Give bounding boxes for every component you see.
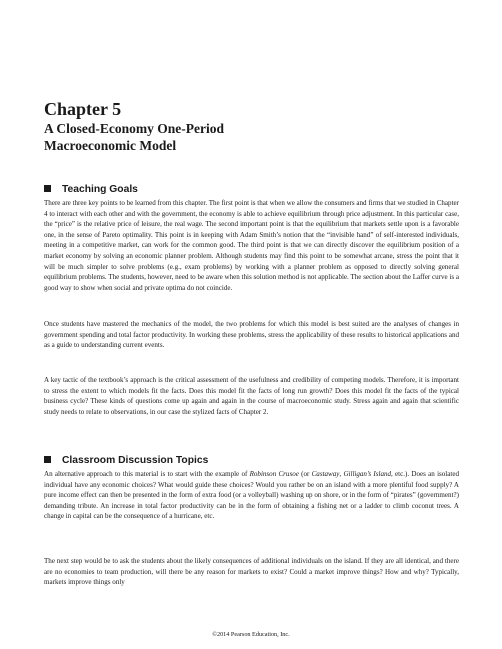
paragraph xyxy=(44,469,459,522)
chapter-subtitle-line-2: Macroeconomic Model xyxy=(44,137,177,153)
emphasis-text: Castaway xyxy=(311,470,340,478)
paragraph-text: , etc.). Does an isolated individual have any economic choices? What would guide these choices? Would you rather be on an island with a more plentiful food supply? A pure income effect can then be presented in the form of extra food (or a volleyball) washing up on shore, or in the form of “pirates” (government?) demanding tribute. An increase in total factor productivity can be in the form of obtaining a fishing net or a ladder to climb coconut trees. A change in capital can be the consequence of a hurricane, etc. xyxy=(44,470,459,521)
square-bullet-icon xyxy=(44,185,51,192)
emphasis-text: Robinson Crusoe xyxy=(249,470,299,478)
chapter-subtitle-line-1: A Closed-Economy One-Period xyxy=(44,121,224,136)
emphasis-text: Gilligan’s Island xyxy=(343,470,392,478)
section-heading-classroom-discussion-topics xyxy=(44,453,464,468)
section-heading-label: Classroom Discussion Topics xyxy=(62,455,209,466)
paragraph: The next step would be to ask the students about the likely consequences of additional individuals on the island. If they are all identical, and there are no economies to team production, will there be any reason for markets to exist? Could a market improve things? How and why? Typically, markets improve things only xyxy=(44,557,459,587)
chapter-subtitle xyxy=(44,121,464,154)
square-bullet-icon xyxy=(44,456,51,463)
paragraph-text: An alternative approach to this material is to start with the example of xyxy=(44,470,250,478)
section-heading-label: Teaching Goals xyxy=(62,184,138,195)
paragraph: There are three key points to be learned from this chapter. The first point is that when we allow the consumers and firms that we studied in Chapter 4 to interact with each other and with the government, the economy is able to achieve equilibrium through price adjustment. In this particular case, the “price” is the relative price of leisure, the real wage. The second important point is that the equilibrium that markets settle upon is a favorable one, in the sense of Pareto optimality. This point is in keeping with Adam Smith’s notion that the “invisible hand” of self-interested individuals, meeting in a competitive market, can work for the common good. The third point is that we can directly discover the equilibrium position of a market economy by solving an economic planner problem. Although students may find this point to be somewhat arcane, stress the point that it will be much simpler to solve problems (e.g., exam problems) by working with a planner problem as opposed to directly solving general equilibrium problems. The students, however, need to be aware when this solution method is not applicable. The section about the Laffer curve is a good way to show when social and private optima do not coincide. xyxy=(44,199,459,292)
section-heading-teaching-goals xyxy=(44,182,464,197)
paragraph: Once students have mastered the mechanics of the model, the two problems for which this model is best suited are the analyses of changes in government spending and total factor productivity. In working these problems, stress the applicability of these results to historical applications and as a guide to understanding current events. xyxy=(44,320,459,350)
page-footer: ©2014 Pearson Education, Inc. xyxy=(212,631,290,638)
paragraph-text: , xyxy=(339,470,344,478)
chapter-title: Chapter 5 xyxy=(44,99,122,119)
paragraph-text: (or xyxy=(298,470,312,478)
paragraph: A key tactic of the textbook’s approach is the critical assessment of the usefulness and credibility of competing models. Therefore, it is important to stress the extent to which models fit the facts. Does this model fit the facts of long run growth? Does this model fit the facts of the typical business cycle? These kinds of questions come up again and again in the course of macroeconomic study. Stress again and again that scientific study needs to relate to observations, in our case the stylized facts of Chapter 2. xyxy=(44,376,459,416)
